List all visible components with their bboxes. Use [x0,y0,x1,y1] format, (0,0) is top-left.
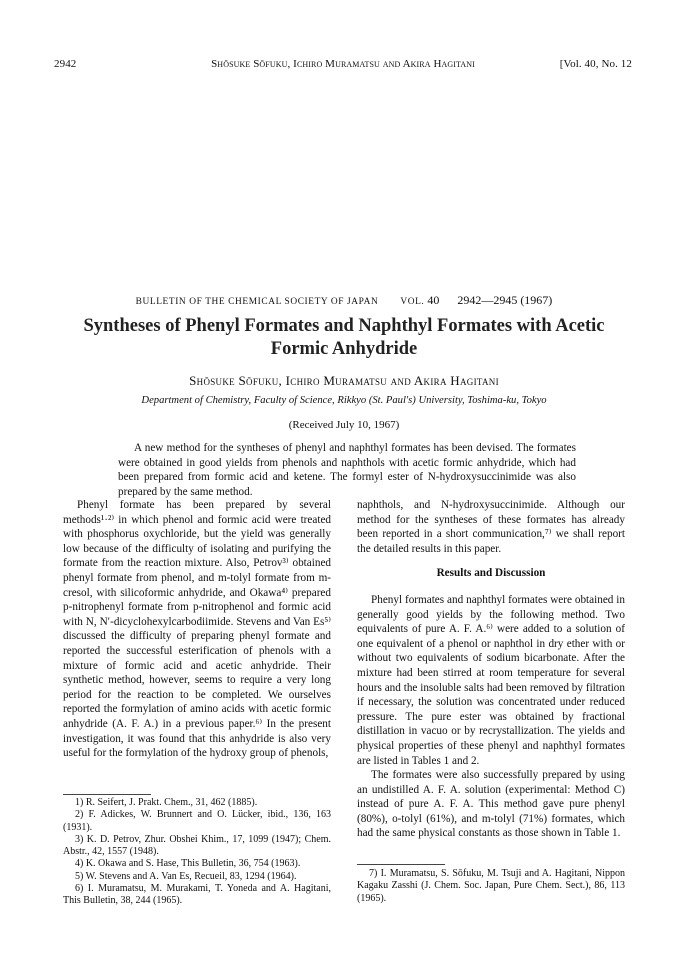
intro-paragraph: Phenyl formate has been prepared by several methods¹·²⁾ in which phenol and formic acid were treated with phosphorus oxychloride, but the yield was generally low because of the difficulty of isolating and purifying the formate from the reaction mixture. Also, Petrov³⁾ obtained phenyl formate from phenol, and m-tolyl formate from m-cresol, with silicoformic anhydride, and Okawa⁴⁾ prepared p-nitrophenyl formate from p-nitrophenol and formic acid with N, N′-dicyclohexylcarbodiimide. Stevens and Van Es⁵⁾ discussed the difficulty of preparing phenyl formate and reported the successful esterification of phenols with a mixture of formic acid and acetic anhydride. Their synthetic method, however, seems to require a very long period for the reaction to be completed. We ourselves reported the formylation of amino acids with acetic formic anhydride (A. F. A.) in a previous paper.⁶⁾ In the present investigation, it was found that this anhydride is also very useful for the formylation of the hydroxy group of phenols, [63,499,331,760]
footnote-divider-left [63,794,151,795]
journal-citation-line [0,293,688,308]
running-authors: Shōsuke Sōfuku, Ichiro Muramatsu and Akira Hagitani [211,58,475,70]
affiliation: Department of Chemistry, Faculty of Science, Rikkyo (St. Paul's) University, Toshima-ku, Tokyo [141,395,547,406]
right-column [357,498,625,841]
left-column [63,498,331,761]
article-title: Syntheses of Phenyl Formates and Naphthyl Formates with Acetic Formic Anhydride [83,316,605,359]
results-paragraph-2: The formates were also successfully prepared by using an undistilled A. F. A. solution (experimental: Method C) instead of pure A. F. A. This method gave pure phenyl (80%), o-tolyl (61%), and m-tolyl (71%) formates, which had the same physical constants as those shown in Table 1. [357,769,625,840]
footnote: 1) R. Seifert, J. Prakt. Chem., 31, 462 (1885). [75,797,258,808]
volume-label: VOL. [400,297,425,307]
section-heading: Results and Discussion [436,567,546,580]
footnotes-right [357,868,625,905]
footnote: 4) K. Okawa and S. Hase, This Bulletin, 36, 754 (1963). [75,858,301,870]
volume-number: 40 [427,293,440,307]
abstract: A new method for the syntheses of phenyl and naphthyl formates has been devised. The formates were obtained in good yields from phenols and naphthols with acetic formic anhydride, which had been prepared from formic acid and ketene. The formyl ester of N-hydroxysuccinimide was also prepared by the same method. [118,442,576,498]
footnote-divider-right [357,864,445,865]
volume-issue: [Vol. 40, No. 12 [559,58,632,70]
intro-paragraph-continued: naphthols, and N-hydroxysuccinimide. Although our method for the syntheses of these formates has already been reported in a short communication,⁷⁾ we shall report the detailed results in this paper. [357,499,625,555]
footnote: 2) F. Adickes, W. Brunnert and O. Lücker, ibid., 136, 163 (1931). [63,809,331,833]
running-header [54,58,632,74]
footnote: 5) W. Stevens and A. Van Es, Recueil, 83, 1294 (1964). [75,870,297,882]
article-authors: Shōsuke Sōfuku, Ichiro Muramatsu and Akira Hagitani [189,373,499,388]
received-date: (Received July 10, 1967) [288,419,400,431]
footnote: 6) I. Muramatsu, M. Murakami, T. Yoneda and A. Hagitani, This Bulletin, 38, 244 (1965). [63,883,331,907]
results-paragraph: Phenyl formates and naphthyl formates were obtained in generally good yields by the following method. Two equivalents of pure A. F. A.⁶⁾ were added to a solution of one equivalent of a phenol or naphthol in dry ether with or without two equivalents of sodium bicarbonate. After the mixture had been stirred at room temperature for several hours and the insoluble salts had been removed by filtration if necessary, the solution was concentrated under reduced pressure. The pure ester was obtained by fractional distillation in vacuo or by recrystallization. The yields and physical properties of these phenyl and naphthyl formates are listed in Tables 1 and 2. [357,593,625,767]
footnotes-left [63,797,331,908]
journal-name: BULLETIN OF THE CHEMICAL SOCIETY OF JAPAN [135,297,379,307]
footnote: 7) I. Muramatsu, S. Sōfuku, M. Tsuji and A. Hagitani, Nippon Kagaku Zasshi (J. Chem. Soc. Japan, Pure Chem. Sect.), 86, 113 (1965). [357,868,625,904]
page-number: 2942 [54,58,77,70]
pages-year: 2942—2945 (1967) [457,293,553,307]
footnote: 3) K. D. Petrov, Zhur. Obshei Khim., 17, 1099 (1947); Chem. Abstr., 42, 1557 (1948). [63,833,331,858]
